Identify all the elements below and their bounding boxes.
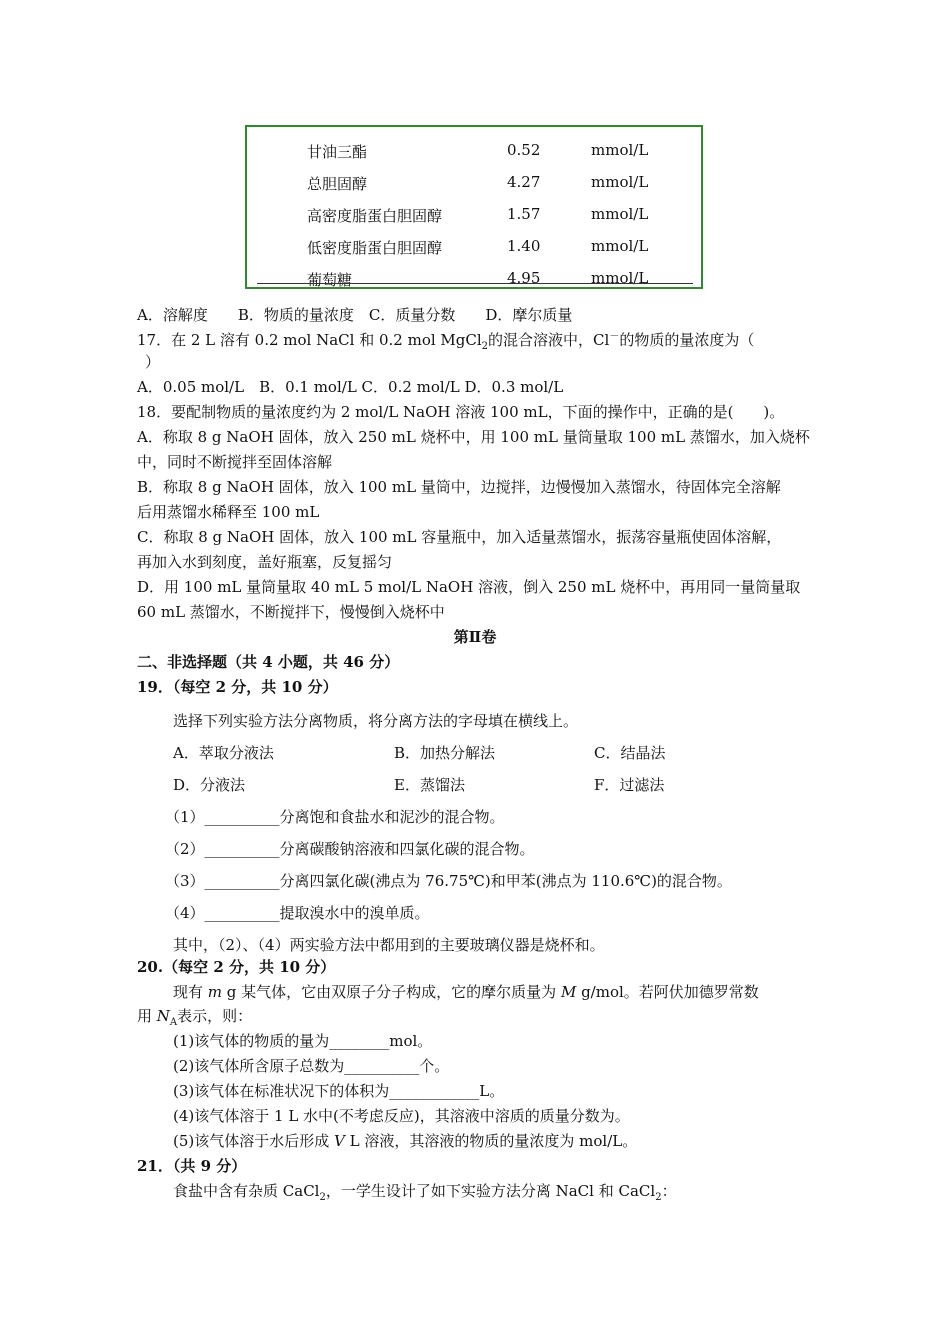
- q17-options: A．0.05 mol/L B．0.1 mol/L C．0.2 mol/L D．0.3 mol/L: [137, 378, 564, 396]
- q21-stem-part: ，一学生设计了如下实验方法分离 NaCl 和 CaCl: [325, 1182, 656, 1200]
- q19-subquestion-4: （4）__________提取溴水中的溴单质。: [165, 904, 430, 922]
- superscript: －: [609, 331, 620, 342]
- lab-item-name: 总胆固醇: [307, 175, 368, 193]
- subscript: A: [169, 1017, 178, 1028]
- q18-option-d-cont: 60 mL 蒸馏水，不断搅拌下，慢慢倒入烧杯中: [137, 603, 445, 621]
- q19-option-e: E．蒸馏法: [394, 776, 465, 794]
- q16-options: A．溶解度 B．物质的量浓度 C．质量分数 D．摩尔质量: [137, 306, 573, 324]
- lab-row: [247, 265, 701, 297]
- lab-item-name: 低密度脂蛋白胆固醇: [307, 239, 443, 257]
- subscript: 2: [655, 1192, 662, 1203]
- q20-subquestion-2: (2)该气体所含原子总数为__________个。: [173, 1057, 450, 1075]
- q18-option-b-cont: 后用蒸馏水稀释至 100 mL: [137, 503, 320, 521]
- subscript: 2: [319, 1192, 326, 1203]
- q18-stem: 18．要配制物质的量浓度约为 2 mol/L NaOH 溶液 100 mL，下面的操作中，正确的是( )。: [137, 403, 785, 421]
- lab-row: [247, 201, 701, 233]
- lab-item-value: 4.27: [507, 173, 541, 191]
- variable-M: M: [560, 983, 577, 1001]
- lab-item-name: 甘油三酯: [307, 143, 368, 161]
- q19-option-b: B．加热分解法: [394, 744, 496, 762]
- q19-option-a: A．萃取分液法: [173, 744, 274, 762]
- q20-stem: [173, 981, 759, 1002]
- q19-subquestion-3: （3）__________分离四氯化碳(沸点为 76.75℃)和甲苯(沸点为 110.6℃)的混合物。: [165, 872, 732, 890]
- q18-option-c-cont: 再加入水到刻度，盖好瓶塞，反复摇匀: [137, 553, 393, 571]
- q19-intro: 选择下列实验方法分离物质，将分离方法的字母填在横线上。: [173, 712, 579, 730]
- q19-header: 19．（每空 2 分，共 10 分）: [137, 678, 338, 696]
- q17-stem-part: 的混合溶液中，Cl: [488, 331, 610, 349]
- q20-stem-part: 现有: [173, 983, 208, 1001]
- lab-item-unit: mmol/L: [591, 269, 649, 287]
- lab-results-table: [245, 125, 703, 289]
- variable-m: m: [207, 983, 223, 1001]
- q21-stem-part: ：: [661, 1182, 677, 1200]
- q20-stem-part: 用: [137, 1007, 157, 1025]
- q17-stem: [137, 327, 754, 352]
- q20-subquestion-5: [173, 1130, 637, 1151]
- q18-option-a-cont: 中，同时不断搅拌至固体溶解: [137, 453, 333, 471]
- q19-option-f: F．过滤法: [594, 776, 665, 794]
- lab-row: [247, 169, 701, 201]
- variable-V: V: [334, 1132, 345, 1150]
- q21-stem: [173, 1180, 677, 1203]
- q19-subquestion-2: （2）__________分离碳酸钠溶液和四氯化碳的混合物。: [165, 840, 535, 858]
- q17-stem-continued: ）: [145, 353, 161, 371]
- lab-item-name: 高密度脂蛋白胆固醇: [307, 207, 443, 225]
- lab-row: [247, 233, 701, 265]
- q21-stem-part: 食盐中含有杂质 CaCl: [173, 1182, 320, 1200]
- lab-item-value: 1.57: [507, 205, 541, 223]
- lab-row: [247, 137, 701, 169]
- table-bottom-rule: [257, 283, 693, 284]
- q20-stem-part: g/mol。若阿伏加德罗常数: [576, 983, 759, 1001]
- q20-stem-part: g 某气体，它由双原子分子构成，它的摩尔质量为: [222, 983, 561, 1001]
- lab-item-value: 1.40: [507, 237, 541, 255]
- q17-stem-part: 的物质的量浓度为（: [619, 331, 755, 349]
- lab-item-unit: mmol/L: [591, 237, 649, 255]
- q19-note: 其中，（2）、（4）两实验方法中都用到的主要玻璃仪器是烧杯和。: [173, 936, 605, 954]
- q20-sub5-part: L 溶液，其溶液的物质的量浓度为 mol/L。: [344, 1132, 638, 1150]
- q20-stem-part: 表示，则：: [177, 1007, 253, 1025]
- q19-subquestion-1: （1）__________分离饱和食盐水和泥沙的混合物。: [165, 808, 505, 826]
- q20-subquestion-4: (4)该气体溶于 1 L 水中(不考虑反应)，其溶液中溶质的质量分数为。: [173, 1107, 630, 1125]
- q19-option-c: C．结晶法: [594, 744, 666, 762]
- q17-stem-part: 17．在 2 L 溶有 0.2 mol NaCl 和 0.2 mol MgCl: [137, 331, 482, 349]
- q20-subquestion-3: (3)该气体在标准状况下的体积为____________L。: [173, 1082, 505, 1100]
- part-title: 第Ⅱ卷: [453, 628, 497, 646]
- q21-header: 21．（共 9 分）: [137, 1157, 247, 1175]
- q19-option-d: D．分液法: [173, 776, 246, 794]
- q18-option-b: B．称取 8 g NaOH 固体，放入 100 mL 量筒中，边搅拌，边慢慢加入蒸馏水，待固体完全溶解: [137, 478, 781, 496]
- variable-NA: N: [156, 1007, 170, 1025]
- lab-item-value: 0.52: [507, 141, 541, 159]
- lab-item-unit: mmol/L: [591, 173, 649, 191]
- q20-sub5-part: (5)该气体溶于水后形成: [173, 1132, 335, 1150]
- q18-option-c: C．称取 8 g NaOH 固体，放入 100 mL 容量瓶中，加入适量蒸馏水，振荡容量瓶使固体溶解，: [137, 528, 782, 546]
- q18-option-d: D．用 100 mL 量筒量取 40 mL 5 mol/L NaOH 溶液，倒入 250 mL 烧杯中，再用同一量筒量取: [137, 578, 801, 596]
- q18-option-a: A．称取 8 g NaOH 固体，放入 250 mL 烧杯中，用 100 mL 量筒量取 100 mL 蒸馏水，加入烧杯: [137, 428, 810, 446]
- subscript: 2: [481, 341, 489, 352]
- lab-item-unit: mmol/L: [591, 205, 649, 223]
- lab-item-unit: mmol/L: [591, 141, 649, 159]
- section-heading: 二、非选择题（共 4 小题，共 46 分）: [137, 653, 400, 671]
- q20-subquestion-1: (1)该气体的物质的量为________mol。: [173, 1032, 433, 1050]
- lab-item-value: 4.95: [507, 269, 541, 287]
- q20-header: 20.（每空 2 分，共 10 分）: [137, 958, 336, 976]
- q20-stem-continued: [137, 1005, 252, 1028]
- lab-item-name: 葡萄糖: [307, 271, 353, 289]
